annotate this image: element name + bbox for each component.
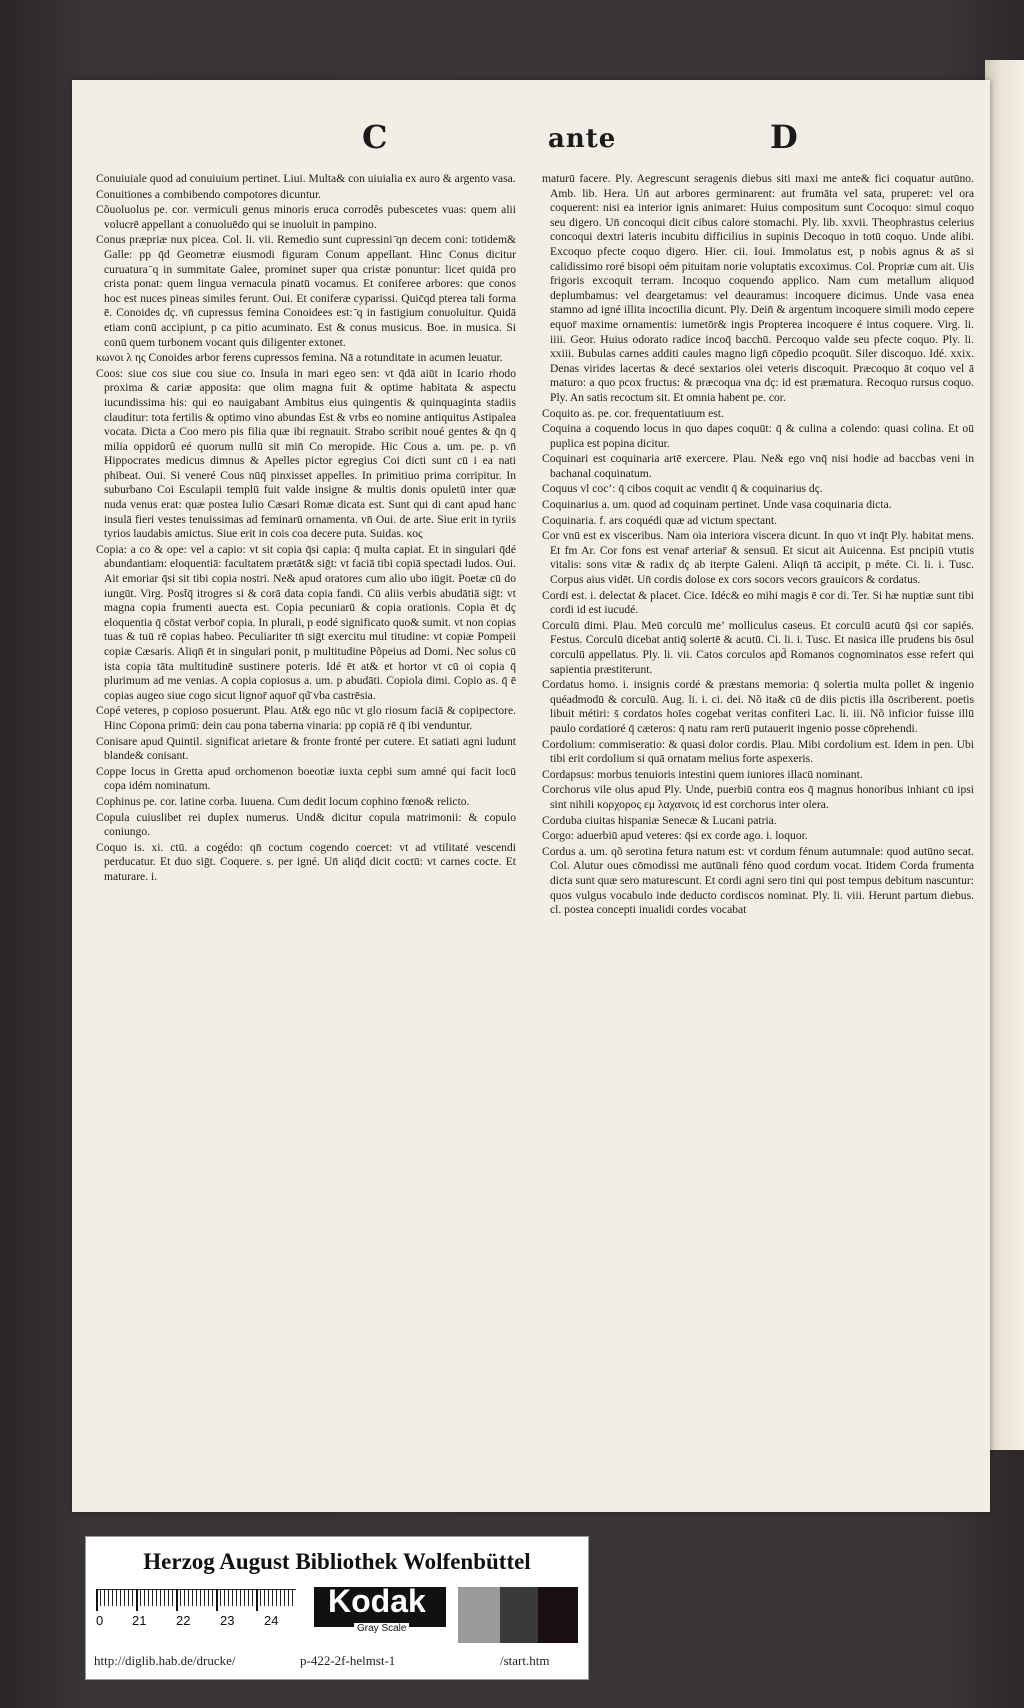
kodak-logo: [314, 1583, 446, 1627]
dictionary-entry: Cordolium: commiseratio: & quasi dolor cordis. Plau. Mibi cordolium est. Idem in pen. Ubi tibi erit cordolium si quā ornatam melius forte aspexeris.: [542, 737, 974, 766]
running-head-right-letter: D: [770, 118, 798, 156]
dictionary-entry: Cordi est. i. delectat & placet. Cice. Idéc& eo mihi magis ē cor di. Ter. Si hæ nuptiæ sunt tibi cordi id est iucudé.: [542, 588, 974, 617]
dictionary-entry: Corgo: aduerbiū apud veteres: q̄si ex corde ago. i. loquor.: [542, 829, 808, 843]
dictionary-entry: Conus præpriæ nux picea. Col. li. vii. Remedio sunt cupressini ̄qn decem coni: totidem& Galle: pp q̄d Geometræ eiusmodi figuram Conum appellant. Hinc Conus dicitur curuatura ̄q in summitate Galee, prominet super qua cristæ ponuntur: licet quidā pro crista ponat: quem lingua vernacula pinatū vocamus. Et coniferee arbores: que conos hoc est nuces pineas similes ferunt. Oui. Et coniferæ cyparissi. Quic̄qd pterea tali forma ē. Conoides dç. vn̄ cupressus femina Conoidees est: ̄q in fastigium conuoluitur. Quidā etiam conū accipiunt, p ca pitio acuminato. Est & conus musicus. Boe. in musica. Si conū quem turbonem vocant quis diligenter extonet.: [96, 233, 516, 349]
library-name: Herzog August Bibliothek Wolfenbüttel: [143, 1549, 531, 1574]
left-text-column: [96, 172, 516, 1502]
measurement-ruler: [96, 1589, 296, 1628]
gray-scale-label: Gray Scale: [354, 1623, 409, 1634]
dictionary-entry: Coquinari est coquinaria artē exercere. Plau. Ne& ego vnq̄ nisi hodie ad baccbas veni in bachanal coquinatum.: [542, 452, 974, 480]
shelf-signature: p-422-2f-helmst-1: [300, 1653, 396, 1668]
gray-patch-black: [538, 1587, 578, 1643]
library-url: http://diglib.hab.de/drucke/: [94, 1653, 236, 1668]
dictionary-entry: Coquito as. pe. cor. frequentatiuum est.: [542, 406, 724, 420]
dictionary-entry: Cor vnū est ex visceribus. Nam oia interiora viscera dicunt. In quo vt inq̄t Ply. habitat mens. Et fm Ar. Cor fons est venar̄ arteriar̄ & sensuū. Et sicut ait Auicenna. Est pncipiū vtutis vitalis: sons vitæ & radix dç ab iterpte Galeni. Aliqn̄ tā accipit, p méte. Ci. li. i. Tusc. Corpus aius vidēt. Un̄ cordis dolose ex cors socors vecors grauicors & cordatus.: [542, 529, 974, 587]
kodak-wordmark: Kodak: [328, 1583, 426, 1619]
dictionary-entry: Cordus a. um. qõ serotina fetura natum est: vt cordum fénum autumnale: quod autūno secat. Col. Alutur oues cōmodissi me autūnali féno quod cordum vocat. Itidem Corda frumenta dicta sunt quæ sero maturescunt. Et cordi agni sero tini qui post tempus debitum nascuntur: quos vulgus vocabulo inde deducto cordiscos nominat. Ply. li. viii. Herunt partum diebus. cl. postea concepti inualidi cordes vocabat: [542, 844, 974, 917]
dictionary-entry: Cophinus pe. cor. latine corba. Iuuena. Cum dedit locum cophino fœno& relicto.: [96, 794, 470, 808]
ruler-major-ticks: [96, 1589, 296, 1611]
dictionary-entry: κωνοι λ ης Conoides arbor ferens cupressos femina. Nā a rotunditate in acumen leuatur.: [96, 351, 503, 365]
label-footer: [86, 1649, 588, 1677]
dictionary-entry: Cõuoluolus pe. cor. vermiculi genus minoris eruca corrodês pubescetes vuas: quem alii volucrē appellant a conuoluēdo qui se inuoluit in pampino.: [96, 203, 516, 231]
ruler-number: 0: [96, 1613, 104, 1628]
dictionary-entry: Coos: siue cos siue cou siue co. Insula in mari egeo sen: vt q̄dā aiūt in Icario rhodo proxima & cariæ apposita: que olim magna fuit & optime habitata & aspectu iucundissima his: qui eo nauigabant Ambitus eius quingentis & quinquaginta stadiis clauditur: tota fertilis & optimo vino abundas Est & vrbs eo nomine antiquitus Astipalea vocata. Dicta a Coo mero pis filia quæ ibi regnauit. Strabo scribit noué gentes & q̄n q̄ milia oppidorû eé quorum nullū sit min̄ Co meropide. Hic Cous a. um. pe. p. vn̄ Hippocrates medicus dimnus & Apelles pictor egregius Coi dicti sunt cū i ea nati phibeat. Oui. Si veneré Cous nūq̄ pinxisset appelles. In primitiuo prima corripitur. In suburbano Coi Esculapii templū fuit valde insigne & multis donis opuletū inter quæ nuda venus erat: quæ postea Iulio Cæsari Romæ dicata est. Sunt qui di cant apud hanc insulā fieri vestes tenuissimas ad feminarū ornamenta. vn̄ Oui. de arte. Siue erit in tyriis tyrios laudabis amictus. Siue erit in cois coa decere puta. Suidas. κος: [96, 366, 516, 541]
dictionary-entry: Conuitiones a combibendo compotores dicuntur.: [96, 187, 322, 201]
book-page: [72, 80, 990, 1512]
dictionary-entry: Copula cuiuslibet rei duplex numerus. Und& dicitur copula matrimonii: & copulo coniungo.: [96, 810, 516, 839]
ruler-number: 21: [132, 1613, 147, 1628]
ruler-number: 23: [220, 1613, 235, 1628]
dictionary-entry: Cordatus homo. i. insignis cordé & præstans memoria: q̄ solertia multa pollet & ingenio quéadmodū & corculū. Aug. li. i. ci. dei. Nõ ita& cū de diis pictis illa ōscriberent. poetis libuit métiri: s̄ cordatos hoīes cogebat veritas confiteri Lac. li. iii. Nõ inficior fuisse illū paulo cordatioré q̄ cæteros: q̄ natu ram rerū putauerit ingenio posse cōprehendi.: [542, 678, 974, 735]
start-page-path: /start.htm: [500, 1653, 550, 1668]
right-text-column: [542, 172, 974, 1502]
dictionary-entry: Coquinaria. f. ars coquédi quæ ad victum spectant.: [542, 513, 778, 527]
ruler-number: 24: [264, 1613, 279, 1628]
dictionary-entry: Copia: a co & ope: vel a capio: vt sit copia q̄si capia: q̄ multa capiat. Et in singulari q̄dé abundantiam: eloquentiā: facultatem prætāt& siḡt: vt faciā tibi copiā spectadi ludos. Oui. Ait emoriar q̄si sit tibi copia nostri. Ne& apud oratores cum alio ubo iūgit. Poetæ cū do iungūt. Virg. Post̄q̄ itrogres si & corā data copia fandi. Cū aliis verbis abudātiā siḡt: vt magna copia frumenti auecta est. Copia pecuniarū & copia orationis. Copia ēt dç eloquentia q̄ cōstat verbor̄ copia. In plurali, p eodé significato quo& sumit. vt non copias tuas & tuū rē copias habeo. Peculiariter tn̄ siḡt exercitu mul titudine: vt copiæ Pompeii copiæ Cæsaris. Aliqn̄ ēt in singulari ponit, p multitudine Põpeius ad Domi. Nec solus cū ista copia tāta multitudinē sustinere poteris. Idé ēt at& et hortor vt cū oi copia q̄ plurimum ad me venias. A copia copiosus a. um. p abudāti. Copiola dimi. Copio as. q̄ ē copias augeo siue cogo sicut lignor̄ aquor̄ qú̄ vba castrēsia.: [96, 542, 516, 702]
dictionary-entry: Copé veteres, p copioso posuerunt. Plau. At& ego nūc vt glo riosum faciā & copipectore. Hinc Copona primū: dein cau pona taberna vinaria: pp copiā rē q̄ ibi venduntur.: [96, 704, 516, 732]
gray-patch-light: [458, 1587, 500, 1643]
dictionary-entry: Conisare apud Quintil. significat arietare & fronte fronté per cutere. Et satiati agni ludunt blande& conisant.: [96, 734, 516, 763]
dictionary-entry: maturū facere. Ply. Aegrescunt seragenis diebus siti maxi me ante& fici coquatur autūno. Amb. lib. Hera. Un̄ aut arbores germinarent: aut frumāta vel sata, pruperet: vel ora coquerent: nisi ea interior ignis animaret: Huius compositum sunt Cocoquo: simul coquo seu digero. Un̄ concoqui dicit cibus calore stomachi. Ply. lib. xxvii. Theophrastus celerius concoqui dextri lateris incubitu difficilius in supinis Decoquo in totū coquo. Unde alibi. Excoquo pfecte coquo digero. Hier. cii. Ioui. Immolatus est, p nobis agnus & as̄ si calidissimo roré bisopi oém pituitam norie voluptatis excoximus. Col. Propriæ cum ait. Uis frigoris excoquit terram. Incoquo coquendo applico. Nam cum metallum aliquod deplumbamus: vel deargetamus: vel deauramus: incoquere dicimus. Unde vasa enea stamno ad igné illita incoctilia dicunt. Ply. Dein̄ & argentum incoquere simili modo cepere equor̄ maxime ornamentis: iumetōr& ingis Propterea incoquere é intus coquere. Virg. li. iiii. Geor. Huius odorato radice incoq̄ bacchū. Percoquo valde seu pfecte coquo. Ply. li. xxiii. Bubulas carnes additi caules magno lign̄ cōpedio pcoquūt. Siler discoquo. Idé. xxix. Denas virides lacertas & decé sextarios olei veteris discoquit. Præcoquo āt coquo vel ā maturo: a quo pcox fructus: & præcoqua vna dç: id est præmatura. Recoquo rursus coquo. Ply. An satis recoctum sit. Et omnia habent pe. cor.: [542, 172, 974, 404]
dictionary-entry: Conuiuiale quod ad conuiuium pertinet. Liui. Multa& con uiuialia ex auro & argento vasa.: [96, 172, 516, 185]
dictionary-entry: Corchorus vile olus apud Ply. Unde, puerbiū contra eos q̄ magnus honoribus inhiant cū ipsi sint nihili κορχορος εμ λαχανοις id est corchorus inter olera.: [542, 783, 974, 811]
dictionary-entry: Corduba ciuitas hispaniæ Senecæ & Lucani patria.: [542, 813, 777, 827]
dictionary-entry: Coquo is. xi. ctū. a cogédo: qn̄ coctum cogendo coercet: vt ad vtilitaté vescendi perducatur. Et duo siḡt. Coquere. s. per igné. Un̄ aliq̄d dicit coctū: vt carnes cocte. Et maturare. i.: [96, 840, 516, 883]
gray-patch-dark: [500, 1587, 538, 1643]
dictionary-entry: Coquinarius a. um. quod ad coquinam pertinet. Unde vasa coquinaria dicta.: [542, 498, 892, 512]
dictionary-entry: Coquus vl coc’: q̄ cibos coquit ac vendit q̄ & coquinarius dç.: [542, 482, 823, 496]
dictionary-entry: Cordapsus: morbus tenuioris intestini quem iuniores illacū nominant.: [542, 767, 863, 781]
ruler-number: 22: [176, 1613, 191, 1628]
dictionary-entry: Corculū dimi. Plau. Meū corculū me’ molliculus caseus. Et corculū acutū q̄si cor sapiés. Festus. Corculū dicebat antiq̄ solertē & acutū. Ci. li. i. Tusc. Et nasica ille prudens bis ōsul corculū appellatus. Ply. li. vii. Catos corculos apd̄ Romanos cognominatos esse refert qui sapientia præstiterunt.: [542, 618, 974, 676]
adjacent-page-edge: [985, 60, 1024, 1450]
library-scan-label: [85, 1536, 589, 1680]
dictionary-entry: Coppe locus in Gretta apud orchomenon boeotiæ iuxta cepbi sum amné qui facit locū copa idém nominatum.: [96, 764, 516, 793]
running-head: [72, 118, 990, 162]
running-head-left-letter: C: [362, 118, 388, 156]
dictionary-entry: Coquina a coquendo locus in quo dapes coquūt: q̄ & culina a colendo: quasi colina. Et oū puplica est popina dicitur.: [542, 422, 974, 450]
running-head-word: ante: [548, 124, 617, 154]
